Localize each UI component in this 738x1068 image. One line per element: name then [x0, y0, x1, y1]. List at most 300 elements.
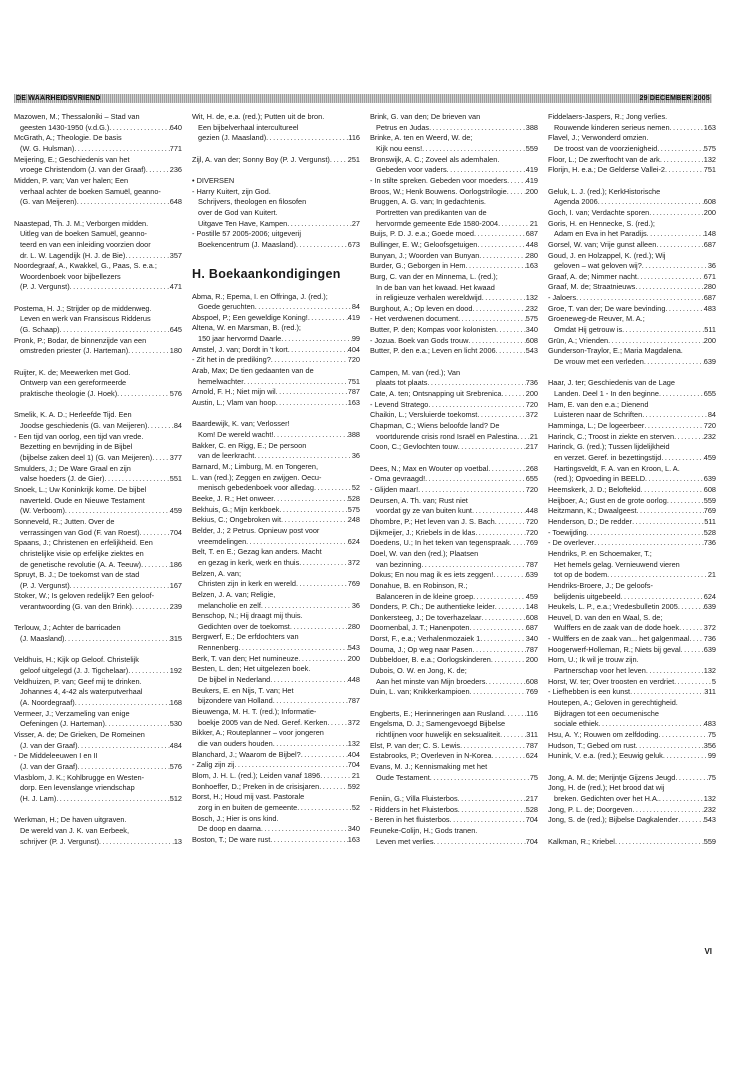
- dot-leader: [496, 346, 526, 357]
- dot-leader: [450, 815, 526, 826]
- entry-text: Doornenbal, J. T.; Hanenpoten: [370, 623, 470, 633]
- dot-leader: [274, 494, 348, 505]
- index-entry-group: [548, 773, 716, 826]
- dot-leader: [607, 570, 708, 581]
- dot-leader: [644, 421, 703, 432]
- entry-text: Goch, I. van; Verdachte sporen: [548, 207, 650, 217]
- entry-text: Heukels, L. P., e.a.; Vredesbulletin 2005: [548, 602, 678, 612]
- index-line-with-page: [192, 387, 360, 398]
- dot-leader: [430, 773, 530, 784]
- page-ref: 704: [347, 760, 360, 770]
- dot-leader: [598, 197, 704, 208]
- index-line-with-page: [370, 517, 538, 528]
- entry-text: geesten 1430-1950 (v.d.G.): [20, 122, 110, 132]
- entry-text: valse hoeders (J. de Gier): [20, 474, 105, 484]
- index-line-with-page: [548, 240, 716, 251]
- dot-leader: [276, 398, 348, 409]
- index-line-with-page: [192, 643, 360, 654]
- dot-leader: [128, 666, 170, 677]
- dot-leader: [70, 581, 170, 592]
- page-ref: 388: [525, 122, 538, 132]
- page-ref: 704: [525, 836, 538, 846]
- page-ref: 186: [169, 559, 182, 569]
- index-line: Sonneveld, R.; Jutten. Over de: [14, 516, 115, 526]
- index-line-with-page: [370, 602, 538, 613]
- index-entry-group: [370, 112, 538, 357]
- entry-text: Rouwende kinderen serieus nemen: [554, 122, 670, 132]
- index-line-with-page: [548, 304, 716, 315]
- entry-text: Petrus en Judas: [376, 122, 430, 132]
- index-line-with-page: [548, 208, 716, 219]
- index-line: Abma, R.; Epema, I. en Offringa, J. (red.);: [192, 291, 328, 301]
- dot-leader: [105, 719, 170, 730]
- dot-leader: [132, 602, 170, 613]
- dot-leader: [266, 133, 348, 144]
- index-line: Portretten van predikanten van de: [376, 207, 487, 217]
- entry-text: Gedichten over de toekomst: [198, 621, 290, 631]
- entry-text: Floor, L.; De zwerftocht van de ark: [548, 154, 660, 164]
- dot-leader: [510, 538, 526, 549]
- index-line-with-page: [548, 229, 716, 240]
- index-line: Heuvel, D. van den en Waal, S. de;: [548, 612, 663, 622]
- entry-text: (P. J. Vergunst): [20, 580, 70, 590]
- page-ref: 530: [169, 719, 182, 729]
- index-line-with-page: [192, 601, 360, 612]
- index-line: Johannes 4, 4-42 als waterputverhaal: [20, 687, 143, 697]
- index-line-with-page: [548, 197, 716, 208]
- entry-text: Luisteren naar de Schriften: [554, 410, 643, 420]
- entry-text: - Ridders in het Fluisterbos: [370, 804, 458, 814]
- index-line: Fiddelaers-Jaspers, R.; Jong verlies.: [548, 112, 668, 121]
- entry-text: Bekius, C.; Ongebroken wit: [192, 515, 281, 525]
- index-line: Spaans, J.; Christenen en erfelijkheid. Een: [14, 538, 153, 548]
- entry-text: (P. J. Vergunst): [20, 282, 70, 292]
- entry-text: (W. G. Hulsman): [20, 143, 75, 153]
- page-ref: 27: [351, 218, 360, 228]
- entry-text: Agenda 2006: [554, 197, 598, 207]
- dot-leader: [330, 155, 348, 166]
- index-line-with-page: [370, 378, 538, 389]
- entry-text: 150 jaar hervormd Daarle: [198, 334, 282, 344]
- index-line: Altena, W. en Marsman, B. (red.);: [192, 323, 301, 333]
- index-line-with-page: [192, 537, 360, 548]
- index-line: Benschop, N.; Hij draagt mij thuis.: [192, 611, 303, 621]
- dot-leader: [681, 645, 704, 656]
- page-ref: 356: [703, 740, 716, 750]
- entry-text: Kom! De wereld wacht!: [198, 430, 274, 440]
- dot-leader: [56, 794, 169, 805]
- dot-leader: [146, 165, 170, 176]
- index-line: Goris, H. en Hennecke, S. (red.);: [548, 218, 655, 228]
- entry-text: Broos, W.; Henk Bouwens. Oorlogstrilogie: [370, 186, 507, 196]
- dot-leader: [140, 528, 170, 539]
- entry-text: en gezag in kerk, werk en thuis: [198, 557, 300, 567]
- page-ref: 36: [351, 600, 360, 610]
- page-ref: 771: [169, 143, 182, 153]
- dot-leader: [470, 687, 526, 698]
- page-ref: 639: [703, 357, 716, 367]
- dot-leader: [667, 496, 704, 507]
- index-line-with-page: [370, 794, 538, 805]
- index-line: Chapman, C.; Wiens beloofde land? De: [370, 421, 500, 431]
- index-line-with-page: [14, 421, 182, 432]
- dot-leader: [474, 229, 526, 240]
- page-ref: 200: [347, 653, 360, 663]
- page-ref: 769: [525, 687, 538, 697]
- dot-leader: [661, 453, 703, 464]
- index-line-with-page: [192, 750, 360, 761]
- index-line-with-page: [548, 741, 716, 752]
- index-entry-group: [14, 304, 182, 357]
- index-line: christelijke visie op erfelijke ziektes en: [20, 548, 144, 558]
- page-ref: 52: [351, 802, 360, 812]
- index-line-with-page: [548, 677, 716, 688]
- index-line-with-page: [548, 165, 716, 176]
- index-line: Brinke, A. ten en Weerd, W. de;: [370, 133, 473, 143]
- page-ref: 608: [703, 484, 716, 494]
- index-line: Leven en werk van Fransiscus Ridderus: [20, 314, 151, 324]
- index-line-with-page: [192, 334, 360, 345]
- index-line: Beukers, E. en Nijs, T. van; Het: [192, 685, 294, 695]
- index-line-with-page: [14, 251, 182, 262]
- page-ref: 559: [525, 143, 538, 153]
- entry-text: hemelwachter: [198, 376, 244, 386]
- page-ref: 315: [169, 634, 182, 644]
- index-line-with-page: [370, 538, 538, 549]
- index-line-with-page: [14, 666, 182, 677]
- index-line: Belzen, A. van;: [192, 568, 241, 578]
- index-line-with-page: [370, 528, 538, 539]
- dot-leader: [281, 334, 352, 345]
- index-line: • DIVERSEN: [192, 175, 235, 185]
- entry-text: Dees, N.; Max en Wouter op voetbal: [370, 463, 489, 473]
- entry-text: Donkersteeg, J.; De toverhazelaar: [370, 612, 482, 622]
- dot-leader: [493, 570, 525, 581]
- page-ref: 576: [169, 761, 182, 771]
- page-ref: 592: [347, 781, 360, 791]
- index-line-with-page: [192, 133, 360, 144]
- entry-text: Omdat Hij getrouw is: [554, 325, 623, 335]
- index-line-with-page: [14, 837, 182, 848]
- index-line: Schrijvers, theologen en filosofen: [198, 197, 307, 207]
- index-line: Belt, T. en E.; Gezag kan anders. Macht: [192, 547, 322, 557]
- page-ref: 404: [347, 749, 360, 759]
- page-ref: 528: [703, 527, 716, 537]
- index-line: Jong, H. de (red.); Het brood dat wij: [548, 783, 665, 793]
- entry-text: Rennenberg: [198, 643, 239, 653]
- page-ref: 575: [347, 504, 360, 514]
- dot-leader: [649, 208, 703, 219]
- publication-name: DE WAARHEIDSVRIEND: [16, 95, 101, 102]
- index-line: Veldhuis, H.; Kijk op Geloof. Christelijk: [14, 655, 139, 665]
- index-line: dorp. Een levenslange vriendschap: [20, 783, 135, 793]
- entry-text: boekje 2005 van de Ned. Geref. Kerken: [198, 717, 328, 727]
- page-ref: 528: [347, 493, 360, 503]
- dot-leader: [74, 144, 169, 155]
- page-ref: 248: [347, 515, 360, 525]
- dot-leader: [308, 313, 348, 324]
- entry-text: (J. Maasland): [20, 634, 65, 644]
- entry-text: Heijboer, A.; Gust en de grote oorlog: [548, 495, 667, 505]
- index-line: Bosch, J.; Hier is ons kind.: [192, 813, 279, 823]
- dot-leader: [244, 377, 348, 388]
- dot-leader: [480, 634, 526, 645]
- page-ref: 167: [169, 580, 182, 590]
- dot-leader: [679, 623, 704, 634]
- dot-leader: [689, 634, 703, 645]
- dot-leader: [234, 760, 347, 771]
- page-ref: 484: [169, 740, 182, 750]
- index-line-with-page: [370, 346, 538, 357]
- index-line-with-page: [548, 144, 716, 155]
- entry-text: Henderson, D.; De redder: [548, 516, 633, 526]
- page-ref: 99: [707, 751, 716, 761]
- page-ref: 639: [703, 602, 716, 612]
- page-ref: 575: [525, 314, 538, 324]
- page-ref: 340: [525, 634, 538, 644]
- index-line: Vlasblom, J. K.; Kohlbrugge en Westen-: [14, 772, 145, 782]
- issue-date: 29 DECEMBER 2005: [639, 95, 710, 102]
- index-entry-group: [370, 709, 538, 784]
- entry-text: - Jaloers: [548, 293, 577, 303]
- entry-text: Chaikin, L.; Versluierde toekomst: [370, 410, 478, 420]
- index-line-with-page: [548, 592, 716, 603]
- index-line-with-page: [14, 453, 182, 464]
- index-line-with-page: [370, 464, 538, 475]
- dot-leader: [99, 837, 174, 848]
- page-ref: 280: [703, 282, 716, 292]
- index-line-with-page: [192, 505, 360, 516]
- entry-text: Horst, W. ter; Over troosten en verdriet: [548, 676, 675, 686]
- page-ref: 132: [703, 154, 716, 164]
- dot-leader: [261, 601, 352, 612]
- dot-leader: [458, 314, 526, 325]
- page-ref: 687: [703, 293, 716, 303]
- entry-text: - Zit het in de prediking?: [192, 355, 271, 365]
- page-ref: 736: [525, 378, 538, 388]
- dot-leader: [297, 803, 352, 814]
- index-line-with-page: [548, 837, 716, 848]
- index-line-with-page: [548, 570, 716, 581]
- index-line-with-page: [548, 687, 716, 698]
- entry-text: - Toewijding: [548, 527, 587, 537]
- index-entry-group: [548, 187, 716, 368]
- dot-leader: [632, 517, 704, 528]
- page-ref: 200: [525, 186, 538, 196]
- index-line-with-page: [192, 622, 360, 633]
- page-ref: 163: [703, 122, 716, 132]
- index-line-with-page: [548, 474, 716, 485]
- entry-text: vroege Christendom (J. van der Graaf): [20, 165, 146, 175]
- entry-text: Zijl, A. van der; Sonny Boy (P. J. Vergunst): [192, 154, 330, 164]
- entry-text: Florijn, H. e.a.; De Gelderse Vallei-2: [548, 165, 666, 175]
- index-line: teerd en van een inleiding voorzien door: [20, 239, 151, 249]
- index-line-with-page: [548, 453, 716, 464]
- index-line: - De Middeleeuwen I en II: [14, 751, 98, 761]
- column-2: [192, 112, 360, 858]
- entry-text: Estabrooks, P.; Overleven in N-Korea: [370, 751, 492, 761]
- index-entry-group: [14, 655, 182, 804]
- page-ref: 116: [348, 133, 360, 143]
- index-line-with-page: [14, 282, 182, 293]
- index-line: verhaal achter de boeken Samuël, geanno-: [20, 186, 161, 196]
- page-ref: 5: [711, 676, 716, 686]
- entry-text: Bullinger, E. W.; Geloofsgetuigen: [370, 239, 478, 249]
- page-ref: 608: [525, 335, 538, 345]
- entry-text: Cate, A. ten; Ontsnapping uit Srebrenica: [370, 389, 502, 399]
- dot-leader: [70, 282, 170, 293]
- page-ref: 311: [704, 687, 716, 697]
- index-line: Donahue, B. en Robinson, R.;: [370, 580, 468, 590]
- index-line-with-page: [370, 751, 538, 762]
- index-line-with-page: [370, 837, 538, 848]
- index-line-with-page: [14, 474, 182, 485]
- entry-text: Hudson, T.; Gebed om rust: [548, 740, 636, 750]
- index-line-with-page: [192, 494, 360, 505]
- dot-leader: [646, 666, 704, 677]
- entry-text: - In stilte spreken. Gebeden voor moeders: [370, 175, 508, 185]
- dot-leader: [636, 741, 704, 752]
- entry-text: (G. Schaap): [20, 325, 60, 335]
- dot-leader: [659, 389, 704, 400]
- entry-text: Hoogerwerf-Holleman, R.; Niets bij geval: [548, 644, 681, 654]
- dot-leader: [482, 293, 526, 304]
- entry-text: Kijk nou eens!: [376, 143, 423, 153]
- dot-leader: [427, 378, 525, 389]
- dot-leader: [665, 165, 704, 176]
- entry-text: geloof uitgelegd (J. J. Tigchelaar): [20, 666, 129, 676]
- page-ref: 388: [347, 430, 360, 440]
- page-ref: 372: [525, 410, 538, 420]
- index-line: Gunderson-Traylor, E.; Maria Magdalena.: [548, 346, 683, 356]
- dot-leader: [287, 219, 352, 230]
- index-line: Besten, L. den; Het uitgelezen boek.: [192, 664, 311, 674]
- index-line-with-page: [548, 815, 716, 826]
- page-ref: 608: [525, 612, 538, 622]
- dot-leader: [507, 176, 526, 187]
- page-ref: 704: [525, 815, 538, 825]
- index-line-with-page: [370, 570, 538, 581]
- index-line-with-page: [548, 357, 716, 368]
- page-ref: 75: [707, 772, 716, 782]
- page-ref: 645: [169, 325, 182, 335]
- index-line-with-page: [14, 506, 182, 517]
- index-line-with-page: [192, 398, 360, 409]
- index-line: Baardewijk, K. van; Verlosser!: [192, 419, 290, 429]
- entry-text: Austin, L.; Vlam van hoop: [192, 398, 276, 408]
- entry-text: gezien (J. Maasland): [198, 133, 267, 143]
- entry-text: (red.); Opvoeding in BEELD: [554, 474, 646, 484]
- index-line-with-page: [14, 698, 182, 709]
- page-ref: 280: [347, 621, 360, 631]
- page-ref: 75: [529, 772, 538, 782]
- dot-leader: [472, 304, 525, 315]
- entry-text: Landen. Deel 1 - In den beginne: [554, 389, 659, 399]
- index-line: Midden, P. van; Van ver halen; Een: [14, 175, 129, 185]
- page-ref: 200: [525, 655, 538, 665]
- page-ref: 751: [703, 165, 716, 175]
- page-ref: 551: [169, 474, 182, 484]
- index-line-with-page: [548, 293, 716, 304]
- page-ref: 217: [525, 442, 538, 452]
- index-line-with-page: [548, 517, 716, 528]
- entry-text: Engberts, E.; Herinneringen aan Rusland: [370, 708, 504, 718]
- page-ref: 559: [703, 495, 716, 505]
- dot-leader: [587, 528, 704, 539]
- index-line-with-page: [192, 219, 360, 230]
- page-ref: 736: [703, 538, 716, 548]
- index-line: Campen, M. van (red.); Van: [370, 367, 461, 377]
- dot-leader: [65, 506, 170, 517]
- index-line: Houtepen, A.; Geloven in gerechtigheid.: [548, 698, 678, 708]
- dot-leader: [428, 400, 525, 411]
- dot-leader: [271, 355, 348, 366]
- page-ref: 21: [351, 771, 360, 781]
- index-line-with-page: [370, 251, 538, 262]
- dot-leader: [488, 464, 525, 475]
- dot-leader: [78, 741, 170, 752]
- dot-leader: [659, 794, 704, 805]
- dot-leader: [630, 687, 704, 698]
- entry-text: Adam en Eva in het Paradijs: [554, 229, 647, 239]
- entry-text: (J. van der Graaf): [20, 761, 78, 771]
- entry-text: Arnold, F. H.; Niet mijn wil: [192, 387, 276, 397]
- index-line-with-page: [192, 345, 360, 356]
- entry-text: schrijver (P. J. Vergunst): [20, 836, 100, 846]
- entry-text: (H. J. Lam): [20, 793, 57, 803]
- entry-text: Leven met verlies: [376, 836, 434, 846]
- index-line-with-page: [14, 197, 182, 208]
- page-ref: 736: [703, 634, 716, 644]
- entry-text: geloven – wat geloven wij?: [554, 261, 642, 271]
- index-line: Horn, U.; Ik wil je trouw zijn.: [548, 655, 639, 665]
- dot-leader: [492, 751, 526, 762]
- index-line: Bikker, A.; Routeplanner – voor jongeren: [192, 728, 324, 738]
- index-entry-group: [192, 112, 360, 144]
- column-4: [548, 112, 716, 858]
- index-line: Werkman, H.; De haven uitgraven.: [14, 815, 127, 825]
- entry-text: Oefeningen (J. Harteman): [20, 719, 105, 729]
- page-ref: 483: [703, 303, 716, 313]
- index-line: Evans, M. J.; Kennismaking met het: [370, 761, 488, 771]
- index-line: Burg, C. van der en Minnema, L. (red.);: [370, 271, 498, 281]
- index-entry-group: [548, 837, 716, 848]
- page-ref: 200: [703, 207, 716, 217]
- index-line-with-page: [548, 155, 716, 166]
- page-ref: 459: [169, 506, 182, 516]
- page-ref: 419: [347, 312, 360, 322]
- page-ref: 687: [525, 229, 538, 239]
- index-line-with-page: [192, 654, 360, 665]
- index-line-with-page: [548, 805, 716, 816]
- dot-leader: [635, 282, 703, 293]
- entry-text: (A. Noordegraaf): [20, 698, 75, 707]
- dot-leader: [473, 592, 526, 603]
- dot-leader: [637, 272, 704, 283]
- index-line-with-page: [14, 144, 182, 155]
- dot-leader: [261, 824, 348, 835]
- page-ref: 192: [169, 666, 182, 676]
- page-ref: 75: [707, 730, 716, 740]
- dot-leader: [599, 719, 704, 730]
- page-ref: 280: [525, 250, 538, 260]
- index-line-with-page: [370, 240, 538, 251]
- index-line-with-page: [14, 634, 182, 645]
- index-line-with-page: [370, 187, 538, 198]
- page-ref: 217: [525, 793, 538, 803]
- entry-text: Aan het minste van Mijn broeders: [376, 676, 486, 686]
- entry-text: die van ouders houden: [198, 739, 273, 749]
